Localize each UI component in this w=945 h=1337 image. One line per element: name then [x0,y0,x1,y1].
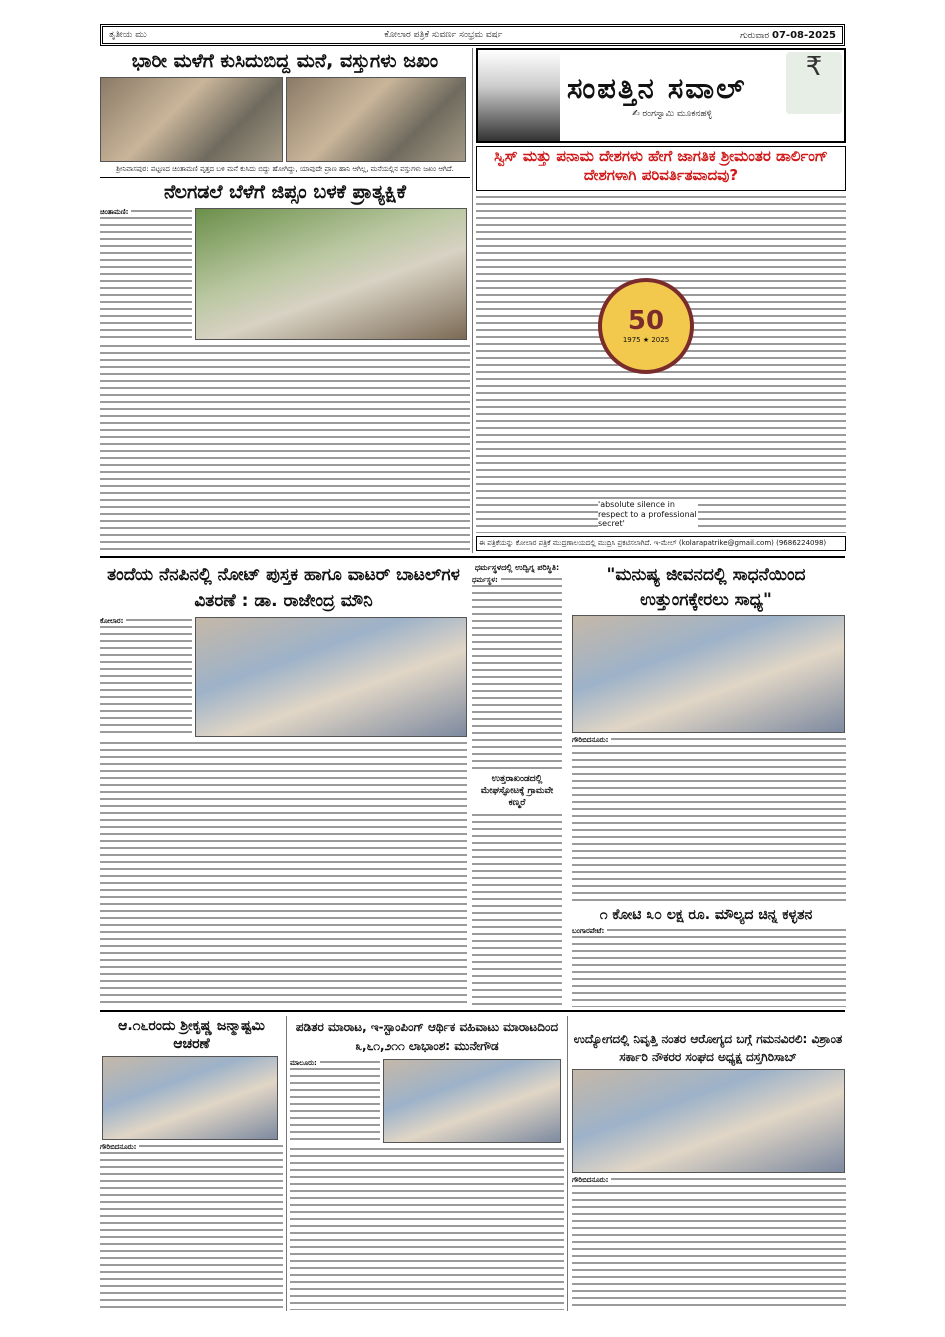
money-plant-icon: ₹ [786,52,842,114]
column-region [476,48,846,551]
imprint-email: (kolarapatrike@gmail.com) [678,538,774,547]
column-headline: ಸ್ವಿಸ್ ಮತ್ತು ಪನಾಮ ದೇಶಗಳು ಹೇಗೆ ಜಾಗತಿಕ ಶ್ರೀಮಂತರ ಡಾರ್ಲಿಂಗ್ ದೇಶಗಳಾಗಿ ಪರಿವರ್ತಿತವಾದವು? [476,146,846,191]
imprint-text: ಈ ಪತ್ರಿಕೆಯನ್ನು ಕೋಲಾರ ಪತ್ರಿಕೆ ಮುದ್ರಣಾಲಯದಲ್ಲಿ ಮುದ್ರಿಸಿ ಪ್ರಕಟಿಸಲಾಗಿದೆ. ಇ-ಮೇಲ್ [479,538,677,547]
dateline: ಗೌರಿಬಿದನೂರು: [572,736,611,744]
article-body [572,1176,846,1310]
article-body [290,1059,380,1143]
divider [100,1010,845,1012]
headline-cooperative-profit: ಪಡಿತರ ಮಾರಾಟ, ಇ-ಸ್ಟಾಂಪಿಂಗ್ ಆರ್ಥಿಕ ವಹಿವಾಟು ಮಾರಾಟದಿಂದ ೩,೬೧,೨೧೧ ಲಾಭಾಂಶ: ಮುನೇಗೌಡ [295,1020,559,1054]
story7-region [290,1018,564,1310]
golden-jubilee-logo [598,278,694,374]
article-body-columns [100,343,470,553]
story4-region [566,563,846,1007]
photo-row [100,77,470,162]
day: ಗುರುವಾರ [740,30,770,41]
divider [100,177,470,178]
headline-retired-employees: ಉದ್ಯೋಗದಲ್ಲಿ ನಿವೃತ್ತಿ ನಂತರ ಆರೋಗ್ಯದ ಬಗ್ಗೆ ಗಮನವಿರಲಿ: ವಿಶ್ರಾಂತ ಸರ್ಕಾರಿ ನೌಕರರ ಸಂಘದ ಅಧ್ಯಕ್ಷ ದಸ್ತಗಿರಿಸಾಬ್ [573,1032,843,1064]
column-title: ಸಂಪತ್ತಿನ ಸವಾಲ್ [567,70,747,105]
headline-achievement: "ಮನುಷ್ಯ ಜೀವನದಲ್ಲಿ ಸಾಧನೆಯಿಂದ ಉತ್ತುಂಗಕ್ಕೇರಲು ಸಾಧ್ಯ" [606,565,806,610]
dateline: ಧರ್ಮಸ್ಥಳ: [472,576,501,584]
column-rule [472,48,473,553]
photo-society-meeting [383,1059,561,1143]
brief-body [472,812,562,1007]
article-body [100,617,192,737]
story-row [100,617,467,737]
story-row [290,1059,564,1143]
photo-meeting [102,1056,278,1140]
briefs-region [472,563,562,1007]
logo-years: 1975 ★ 2025 [622,336,670,344]
masthead-tagline: ಕೋಲಾರ ಪತ್ರಿಕೆ ಸುವರ್ಣ ಸಂಭ್ರಮ ವರ್ಷ [384,30,503,40]
photo-farmers-field [195,208,467,340]
brief-headline-uttarakhand: ಉತ್ತರಾಖಂಡದಲ್ಲಿ ಮೇಘಸ್ಫೋಟಕ್ಕೆ ಗ್ರಾಮವೇ ಕಣ್ಮರೆ [480,774,554,808]
column-rule [286,1016,287,1311]
header-date [740,30,836,41]
photo-felicitation [572,615,845,733]
article-body-columns [100,740,467,1007]
dateline: ಕೋಲಾರ: [100,617,126,625]
article-body [572,736,846,903]
dateline: ಮಾಲೂರು: [290,1059,320,1067]
column-body [476,194,846,533]
imprint-box [476,536,846,551]
dateline: ಬಂಗಾರಪೇಟೆ: [572,927,607,935]
column-author: ✍ ರಂಗಸ್ವಾಮಿ ಮೂಕನಹಳ್ಳಿ [631,109,713,120]
top-left-region [100,50,470,553]
dateline: ಗೌರಿಬಿದನೂರು: [100,1143,139,1151]
column-header [476,48,846,143]
quote: 'absolute silence in respect to a professional secret' [598,500,697,529]
brief-headline-dharmasthala: ಧರ್ಮಸ್ಥಳದಲ್ಲಿ ಉದ್ವಿಗ್ನ ಪರಿಸ್ಥಿತಿ: [474,563,560,572]
photo-students [195,617,467,737]
logo-number: 50 [627,306,665,336]
headline-gold-theft: ೧ ಕೋಟಿ ೩೦ ಲಕ್ಷ ರೂ. ಮೌಲ್ಯದ ಚಿನ್ನ ಕಳ್ಳತನ [599,906,813,923]
headline-house-collapse: ಭಾರೀ ಮಳೆಗೆ ಕುಸಿದುಬಿದ್ದ ಮನೆ, ವಸ್ತುಗಳು ಜಖಂ [131,50,439,72]
brief-body [472,576,562,771]
story8-region [570,1030,846,1310]
article-body [572,927,846,1007]
article-body [100,208,192,340]
author-photo [478,50,560,141]
story-row [100,208,470,340]
date: 07-08-2025 [772,29,836,41]
headline-notebook-distribution: ತಂದೆಯ ನೆನಪಿನಲ್ಲಿ ನೋಟ್ ಪುಸ್ತಕ ಹಾಗೂ ವಾಟರ್ ಬಾಟಲ್‌ಗಳ ವಿತರಣೆ : ಡಾ. ರಾಜೇಂದ್ರ ಮೌನಿ [107,565,460,611]
story3-region [100,563,467,1007]
divider [100,556,845,558]
column-title-block [563,50,781,141]
dateline: ಗೌರಿಬಿದನೂರು: [572,1176,611,1184]
photo-retired-employees [572,1069,845,1173]
dateline: ಚಿಂತಾಮಣಿ: [100,208,131,216]
photo-caption: ಶ್ರೀನಿವಾಸಪುರ: ಪಟ್ಟಣದ ಚಿಂತಾಮಣಿ ವೃತ್ತದ ಬಳಿ ಮನೆ ಕುಸಿದು ಬಿದ್ದು ಹೋಗಿದ್ದು, ಯಾವುದೇ ಪ್ರಾಣ ಹಾನಿ ಆಗಿಲ್ಲ, ಮನೆಯಲ್ಲಿನ ವಸ್ತುಗಳು ಜಖಂ ಆಗಿದೆ. [116,164,454,173]
headline-janmashtami: ಆ.೧೬ರಂದು ಶ್ರೀಕೃಷ್ಣ ಜನ್ಮಾಷ್ಟಮಿ ಆಚರಣೆ [118,1018,265,1052]
photo-collapsed-house-2 [286,77,466,162]
imprint-phone: (9686224098) [776,538,827,547]
headline-gypsum: ನೆಲಗಡಲೆ ಬೆಳೆಗೆ ಜಿಪ್ಸಂ ಬಳಕೆ ಪ್ರಾತ್ಯಕ್ಷಿಕೆ [163,180,407,203]
page-label: ತೃತೀಯ ಮು [109,30,147,40]
column-rule [567,1016,568,1311]
story6-region [100,1018,283,1310]
article-body [100,1143,283,1310]
page-header [100,24,845,46]
article-body-columns [290,1146,564,1310]
photo-collapsed-house-1 [100,77,283,162]
